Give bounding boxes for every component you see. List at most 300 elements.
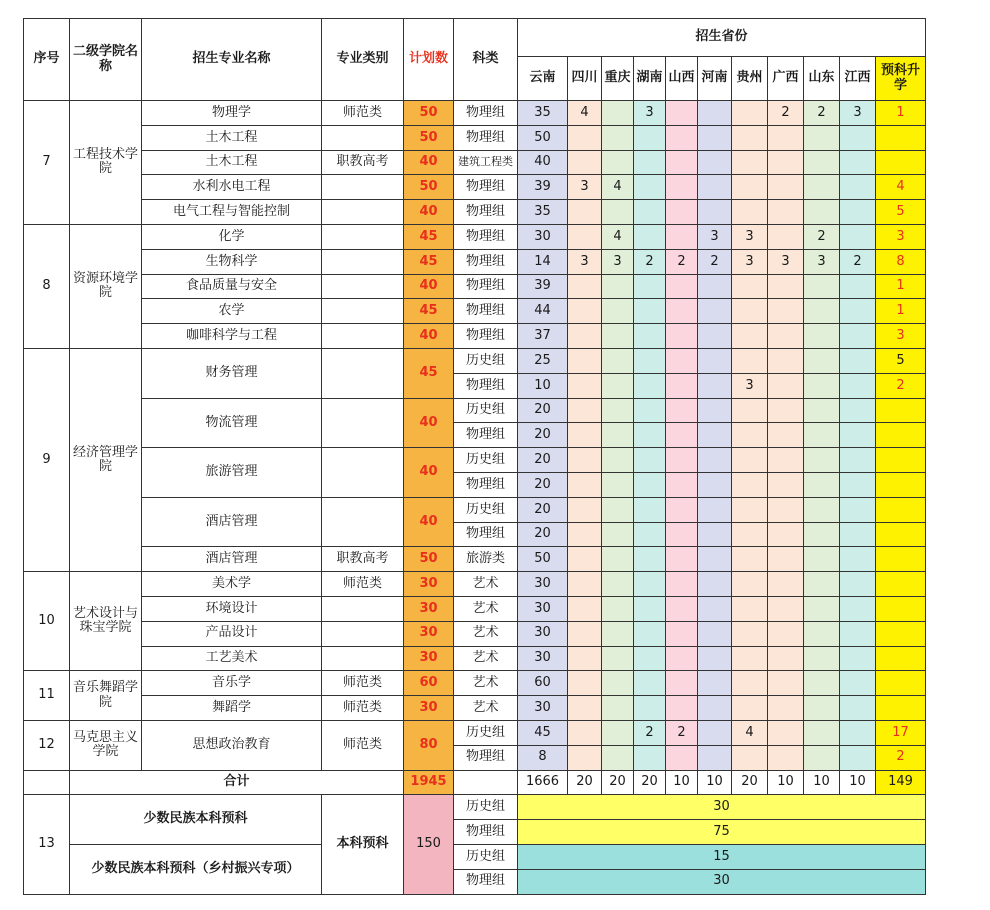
row-prep: 3 bbox=[876, 224, 926, 249]
row-province-count bbox=[804, 398, 840, 423]
row-prep: 5 bbox=[876, 200, 926, 225]
row-plan: 40 bbox=[404, 448, 454, 498]
row-province-count bbox=[568, 621, 602, 646]
table-row bbox=[24, 497, 926, 522]
row-province-count bbox=[602, 299, 634, 324]
row-province-count bbox=[666, 175, 698, 200]
row-province-count bbox=[768, 348, 804, 373]
table-row bbox=[24, 175, 926, 200]
row-province-count bbox=[634, 596, 666, 621]
row-province-count bbox=[768, 150, 804, 175]
row-province-count bbox=[568, 373, 602, 398]
row-province-count bbox=[602, 324, 634, 349]
row-subject: 艺术 bbox=[454, 596, 518, 621]
row-major: 环境设计 bbox=[142, 596, 322, 621]
table-row bbox=[24, 101, 926, 126]
row-province-count bbox=[698, 200, 732, 225]
row-plan: 30 bbox=[404, 596, 454, 621]
table-row bbox=[24, 274, 926, 299]
row-province-count bbox=[666, 646, 698, 671]
row-province-count bbox=[840, 472, 876, 497]
row-province-count: 3 bbox=[804, 249, 840, 274]
row-province-count bbox=[698, 423, 732, 448]
row-province-count bbox=[768, 448, 804, 473]
header-major: 招生专业名称 bbox=[142, 19, 322, 101]
row-category: 师范类 bbox=[322, 696, 404, 721]
row-province-count bbox=[804, 745, 840, 770]
row-prep: 2 bbox=[876, 745, 926, 770]
row-college: 经济管理学院 bbox=[70, 348, 142, 571]
row-category bbox=[322, 596, 404, 621]
row-category bbox=[322, 175, 404, 200]
row-province-count bbox=[840, 150, 876, 175]
prep-subject: 物理组 bbox=[454, 869, 518, 894]
row-seq: 10 bbox=[24, 572, 70, 671]
row-province-count bbox=[666, 671, 698, 696]
row-province-count: 25 bbox=[518, 348, 568, 373]
row-plan: 40 bbox=[404, 274, 454, 299]
row-subject: 艺术 bbox=[454, 572, 518, 597]
row-prep bbox=[876, 671, 926, 696]
row-plan: 40 bbox=[404, 200, 454, 225]
row-province-count: 40 bbox=[518, 150, 568, 175]
row-province-count: 39 bbox=[518, 175, 568, 200]
row-province-count bbox=[568, 720, 602, 745]
row-province-count: 50 bbox=[518, 125, 568, 150]
row-province-count bbox=[840, 175, 876, 200]
row-province-count bbox=[804, 547, 840, 572]
row-province-count bbox=[568, 646, 602, 671]
row-province-count bbox=[732, 497, 768, 522]
row-major: 财务管理 bbox=[142, 348, 322, 398]
row-province-count: 4 bbox=[602, 175, 634, 200]
row-province-count bbox=[698, 547, 732, 572]
row-province-count bbox=[732, 696, 768, 721]
row-province-count bbox=[568, 547, 602, 572]
row-province-count bbox=[666, 200, 698, 225]
row-province-count: 35 bbox=[518, 200, 568, 225]
row-province-count bbox=[698, 572, 732, 597]
prep-value: 75 bbox=[518, 820, 926, 845]
row-plan: 40 bbox=[404, 324, 454, 349]
table-row bbox=[24, 720, 926, 745]
row-province-count bbox=[840, 522, 876, 547]
total-seq bbox=[24, 770, 70, 795]
row-seq: 11 bbox=[24, 671, 70, 721]
row-province-count: 45 bbox=[518, 720, 568, 745]
row-province-count: 3 bbox=[732, 224, 768, 249]
row-province-count: 3 bbox=[768, 249, 804, 274]
row-province-count bbox=[568, 423, 602, 448]
total-province-count: 1666 bbox=[518, 770, 568, 795]
total-row bbox=[24, 770, 926, 795]
row-prep bbox=[876, 547, 926, 572]
row-major: 美术学 bbox=[142, 572, 322, 597]
row-province-count bbox=[768, 497, 804, 522]
row-province-count bbox=[768, 175, 804, 200]
row-subject: 艺术 bbox=[454, 671, 518, 696]
row-major: 土木工程 bbox=[142, 150, 322, 175]
row-province-count bbox=[666, 621, 698, 646]
row-subject: 物理组 bbox=[454, 175, 518, 200]
row-province-count: 3 bbox=[732, 249, 768, 274]
row-plan: 50 bbox=[404, 101, 454, 126]
row-province-count bbox=[804, 696, 840, 721]
row-subject: 历史组 bbox=[454, 448, 518, 473]
row-province-count bbox=[602, 348, 634, 373]
row-province-count bbox=[634, 175, 666, 200]
row-province-count bbox=[768, 200, 804, 225]
row-subject: 物理组 bbox=[454, 423, 518, 448]
row-province-count bbox=[666, 745, 698, 770]
table-row bbox=[24, 547, 926, 572]
row-province-count: 30 bbox=[518, 621, 568, 646]
row-province-count bbox=[698, 745, 732, 770]
row-prep bbox=[876, 522, 926, 547]
row-subject: 建筑工程类 bbox=[454, 150, 518, 175]
row-province-count bbox=[840, 299, 876, 324]
row-province-count bbox=[698, 175, 732, 200]
row-prep bbox=[876, 398, 926, 423]
row-major: 酒店管理 bbox=[142, 547, 322, 572]
row-province-count bbox=[634, 125, 666, 150]
prep-category: 本科预科 bbox=[322, 795, 404, 894]
row-province-count bbox=[602, 200, 634, 225]
row-province-count: 37 bbox=[518, 324, 568, 349]
row-province-count bbox=[804, 348, 840, 373]
row-major: 生物科学 bbox=[142, 249, 322, 274]
row-province-count bbox=[602, 646, 634, 671]
row-prep: 8 bbox=[876, 249, 926, 274]
row-major: 咖啡科学与工程 bbox=[142, 324, 322, 349]
row-college: 马克思主义学院 bbox=[70, 720, 142, 770]
row-subject: 物理组 bbox=[454, 125, 518, 150]
row-province-count bbox=[698, 299, 732, 324]
row-plan: 30 bbox=[404, 696, 454, 721]
row-province-count bbox=[804, 596, 840, 621]
row-province-count: 30 bbox=[518, 646, 568, 671]
row-subject: 物理组 bbox=[454, 249, 518, 274]
row-subject: 历史组 bbox=[454, 497, 518, 522]
total-province-count: 10 bbox=[804, 770, 840, 795]
row-province-count bbox=[698, 596, 732, 621]
row-province-count bbox=[768, 398, 804, 423]
prep-value: 30 bbox=[518, 869, 926, 894]
row-province-count bbox=[804, 671, 840, 696]
total-province-count: 10 bbox=[840, 770, 876, 795]
row-province-count bbox=[634, 696, 666, 721]
row-province-count bbox=[634, 472, 666, 497]
row-province-count bbox=[840, 720, 876, 745]
row-category: 职教高考 bbox=[322, 150, 404, 175]
row-seq: 9 bbox=[24, 348, 70, 571]
row-province-count: 39 bbox=[518, 274, 568, 299]
total-province-count: 20 bbox=[634, 770, 666, 795]
header-provinces-title: 招生省份 bbox=[518, 19, 926, 57]
row-province-count bbox=[768, 324, 804, 349]
row-province-count bbox=[666, 373, 698, 398]
total-prep: 149 bbox=[876, 770, 926, 795]
row-province-count bbox=[568, 200, 602, 225]
header-province: 广西 bbox=[768, 57, 804, 101]
row-province-count: 44 bbox=[518, 299, 568, 324]
row-province-count bbox=[768, 423, 804, 448]
row-category bbox=[322, 274, 404, 299]
row-province-count: 8 bbox=[518, 745, 568, 770]
row-province-count: 4 bbox=[732, 720, 768, 745]
total-label: 合计 bbox=[70, 770, 404, 795]
table-row bbox=[24, 671, 926, 696]
row-college: 音乐舞蹈学院 bbox=[70, 671, 142, 721]
row-major: 物理学 bbox=[142, 101, 322, 126]
row-major: 旅游管理 bbox=[142, 448, 322, 498]
row-province-count: 30 bbox=[518, 572, 568, 597]
row-category bbox=[322, 125, 404, 150]
row-major: 农学 bbox=[142, 299, 322, 324]
row-province-count bbox=[568, 671, 602, 696]
row-category bbox=[322, 249, 404, 274]
row-province-count bbox=[568, 324, 602, 349]
table-row bbox=[24, 150, 926, 175]
header-province: 重庆 bbox=[602, 57, 634, 101]
prep-name: 少数民族本科预科（乡村振兴专项） bbox=[70, 844, 322, 894]
prep-plan: 150 bbox=[404, 795, 454, 894]
row-province-count bbox=[804, 646, 840, 671]
row-province-count bbox=[602, 696, 634, 721]
row-province-count bbox=[634, 373, 666, 398]
row-province-count: 20 bbox=[518, 472, 568, 497]
row-province-count bbox=[840, 274, 876, 299]
row-subject: 艺术 bbox=[454, 646, 518, 671]
row-province-count bbox=[634, 745, 666, 770]
row-plan: 80 bbox=[404, 720, 454, 770]
row-province-count bbox=[804, 497, 840, 522]
row-province-count bbox=[634, 423, 666, 448]
row-province-count bbox=[804, 175, 840, 200]
row-province-count bbox=[634, 547, 666, 572]
header-province: 湖南 bbox=[634, 57, 666, 101]
row-major: 电气工程与智能控制 bbox=[142, 200, 322, 225]
row-subject: 历史组 bbox=[454, 348, 518, 373]
row-province-count bbox=[666, 596, 698, 621]
row-province-count bbox=[602, 720, 634, 745]
row-province-count bbox=[602, 497, 634, 522]
row-prep: 3 bbox=[876, 324, 926, 349]
row-province-count bbox=[804, 324, 840, 349]
row-plan: 45 bbox=[404, 224, 454, 249]
row-subject: 物理组 bbox=[454, 373, 518, 398]
table-row bbox=[24, 696, 926, 721]
row-province-count bbox=[602, 621, 634, 646]
row-province-count bbox=[732, 175, 768, 200]
row-province-count bbox=[732, 274, 768, 299]
header-province: 河南 bbox=[698, 57, 732, 101]
row-province-count bbox=[698, 448, 732, 473]
row-prep: 4 bbox=[876, 175, 926, 200]
row-province-count bbox=[732, 671, 768, 696]
row-plan: 50 bbox=[404, 547, 454, 572]
total-province-count: 10 bbox=[666, 770, 698, 795]
table-row bbox=[24, 596, 926, 621]
row-province-count bbox=[804, 423, 840, 448]
row-province-count: 14 bbox=[518, 249, 568, 274]
prep-seq: 13 bbox=[24, 795, 70, 894]
row-province-count bbox=[732, 398, 768, 423]
header-province: 山东 bbox=[804, 57, 840, 101]
row-province-count bbox=[666, 497, 698, 522]
row-category: 职教高考 bbox=[322, 547, 404, 572]
row-province-count bbox=[568, 596, 602, 621]
row-province-count bbox=[840, 324, 876, 349]
row-province-count bbox=[804, 125, 840, 150]
row-province-count bbox=[768, 720, 804, 745]
row-province-count bbox=[634, 572, 666, 597]
row-province-count bbox=[666, 299, 698, 324]
row-province-count bbox=[840, 448, 876, 473]
row-plan: 60 bbox=[404, 671, 454, 696]
row-province-count bbox=[634, 150, 666, 175]
row-province-count: 2 bbox=[666, 249, 698, 274]
table-row bbox=[24, 621, 926, 646]
header-province: 江西 bbox=[840, 57, 876, 101]
row-province-count: 20 bbox=[518, 522, 568, 547]
row-province-count bbox=[732, 472, 768, 497]
row-province-count bbox=[634, 646, 666, 671]
row-province-count bbox=[666, 125, 698, 150]
row-province-count bbox=[840, 745, 876, 770]
row-plan: 45 bbox=[404, 249, 454, 274]
row-category bbox=[322, 448, 404, 498]
row-province-count bbox=[768, 522, 804, 547]
row-province-count bbox=[768, 274, 804, 299]
total-province-count: 20 bbox=[602, 770, 634, 795]
row-seq: 12 bbox=[24, 720, 70, 770]
row-province-count bbox=[698, 621, 732, 646]
header-province: 山西 bbox=[666, 57, 698, 101]
row-province-count bbox=[568, 224, 602, 249]
row-province-count bbox=[840, 671, 876, 696]
row-province-count bbox=[698, 398, 732, 423]
row-province-count bbox=[698, 324, 732, 349]
row-prep bbox=[876, 497, 926, 522]
row-province-count bbox=[768, 547, 804, 572]
row-province-count bbox=[602, 671, 634, 696]
row-major: 土木工程 bbox=[142, 125, 322, 150]
row-subject: 物理组 bbox=[454, 101, 518, 126]
row-province-count bbox=[602, 373, 634, 398]
row-major: 食品质量与安全 bbox=[142, 274, 322, 299]
row-province-count: 20 bbox=[518, 497, 568, 522]
row-province-count bbox=[634, 324, 666, 349]
prep-subject: 物理组 bbox=[454, 820, 518, 845]
prep-subject: 历史组 bbox=[454, 795, 518, 820]
row-prep: 1 bbox=[876, 274, 926, 299]
row-province-count bbox=[804, 472, 840, 497]
row-province-count bbox=[768, 125, 804, 150]
table-row bbox=[24, 249, 926, 274]
row-province-count bbox=[732, 101, 768, 126]
prep-row bbox=[24, 795, 926, 820]
row-province-count bbox=[634, 671, 666, 696]
row-province-count bbox=[768, 472, 804, 497]
row-category: 师范类 bbox=[322, 720, 404, 770]
row-prep: 1 bbox=[876, 101, 926, 126]
row-province-count bbox=[634, 224, 666, 249]
table-row bbox=[24, 299, 926, 324]
row-province-count bbox=[804, 522, 840, 547]
row-category bbox=[322, 224, 404, 249]
row-province-count bbox=[698, 497, 732, 522]
row-plan: 30 bbox=[404, 646, 454, 671]
row-province-count bbox=[840, 547, 876, 572]
row-prep bbox=[876, 150, 926, 175]
row-province-count bbox=[602, 547, 634, 572]
row-province-count: 20 bbox=[518, 448, 568, 473]
row-province-count bbox=[840, 200, 876, 225]
row-major: 酒店管理 bbox=[142, 497, 322, 547]
row-province-count: 2 bbox=[666, 720, 698, 745]
row-province-count bbox=[634, 497, 666, 522]
row-province-count: 30 bbox=[518, 224, 568, 249]
row-province-count bbox=[732, 596, 768, 621]
row-prep bbox=[876, 696, 926, 721]
row-province-count: 10 bbox=[518, 373, 568, 398]
total-province-count: 20 bbox=[568, 770, 602, 795]
row-category: 师范类 bbox=[322, 572, 404, 597]
header-seq: 序号 bbox=[24, 19, 70, 101]
table-row bbox=[24, 448, 926, 473]
row-province-count bbox=[666, 572, 698, 597]
row-province-count bbox=[804, 150, 840, 175]
total-province-count: 20 bbox=[732, 770, 768, 795]
row-province-count bbox=[840, 621, 876, 646]
row-plan: 40 bbox=[404, 497, 454, 547]
row-prep bbox=[876, 423, 926, 448]
row-province-count bbox=[698, 472, 732, 497]
row-province-count bbox=[666, 423, 698, 448]
row-major: 物流管理 bbox=[142, 398, 322, 448]
row-prep bbox=[876, 596, 926, 621]
row-category bbox=[322, 398, 404, 448]
row-province-count bbox=[840, 646, 876, 671]
row-prep: 1 bbox=[876, 299, 926, 324]
row-province-count: 4 bbox=[568, 101, 602, 126]
row-prep bbox=[876, 621, 926, 646]
row-province-count bbox=[732, 646, 768, 671]
row-province-count bbox=[804, 200, 840, 225]
row-province-count bbox=[568, 348, 602, 373]
row-province-count: 3 bbox=[568, 249, 602, 274]
row-province-count bbox=[840, 398, 876, 423]
row-province-count bbox=[634, 448, 666, 473]
row-subject: 旅游类 bbox=[454, 547, 518, 572]
row-plan: 50 bbox=[404, 175, 454, 200]
row-prep: 17 bbox=[876, 720, 926, 745]
row-subject: 历史组 bbox=[454, 720, 518, 745]
row-plan: 40 bbox=[404, 150, 454, 175]
row-category bbox=[322, 299, 404, 324]
row-province-count bbox=[698, 274, 732, 299]
row-province-count bbox=[768, 745, 804, 770]
row-province-count bbox=[602, 125, 634, 150]
table-row bbox=[24, 572, 926, 597]
total-province-count: 10 bbox=[768, 770, 804, 795]
row-province-count bbox=[698, 696, 732, 721]
row-province-count bbox=[732, 324, 768, 349]
row-province-count bbox=[602, 596, 634, 621]
row-province-count bbox=[666, 398, 698, 423]
row-province-count: 4 bbox=[602, 224, 634, 249]
